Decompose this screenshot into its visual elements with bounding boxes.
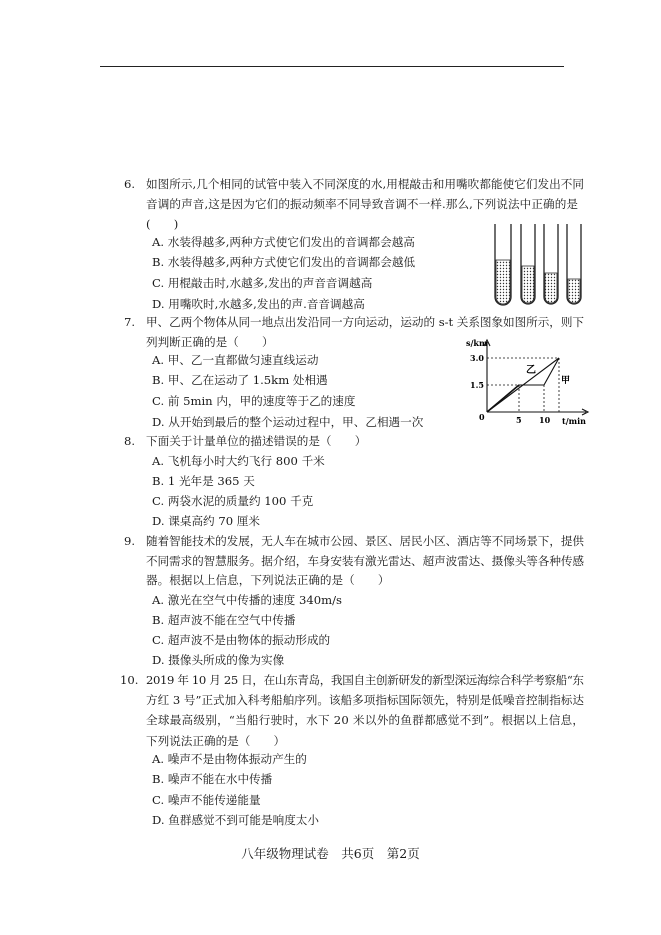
option-a: A. 水装得越多,两种方式使它们发出的音调都会越高 (152, 235, 415, 249)
y-tick-label: 3.0 (470, 353, 484, 363)
option-d: D. 用嘴吹时,水越多,发出的声.音音调越高 (152, 297, 365, 311)
option-b: B. 噪声不能在水中传播 (152, 772, 273, 786)
question-text: 列判断正确的是（ ） (146, 335, 274, 349)
option-c: C. 前 5min 内，甲的速度等于乙的速度 (152, 394, 356, 408)
option-a: A. 噪声不是由物体振动产生的 (152, 752, 307, 766)
option-b: B. 水装得越多,两种方式使它们发出的音调都会越低 (152, 255, 416, 269)
x-axis-label: t/min (562, 416, 586, 426)
question-text: 2019 年 10 月 25 日，在山东青岛，我国自主创新研发的新型深远海综合科学考察船“东 (146, 673, 584, 687)
option-b: B. 超声波不能在空气中传播 (152, 613, 296, 627)
question-number: 9. (124, 534, 136, 548)
series-label-jia: 甲 (561, 376, 571, 386)
st-graph (462, 338, 592, 426)
answer-blank: ( ) (146, 217, 179, 231)
y-tick-label: 1.5 (470, 380, 484, 390)
question-text: 全球最高级别，“当船行驶时，水下 20 米以外的鱼群都感觉不到”。根据以上信息， (146, 713, 585, 727)
option-c: C. 用棍敲击时,水越多,发出的声音音调越高 (152, 276, 373, 290)
option-c: C. 噪声不能传递能量 (152, 793, 261, 807)
header-rule (100, 66, 564, 67)
y-axis-label: s/km (466, 338, 488, 348)
question-number: 6. (124, 177, 136, 191)
option-d: D. 从开始到最后的整个运动过程中，甲、乙相遇一次 (152, 415, 424, 429)
x-tick-label: 5 (516, 415, 522, 425)
origin-label: 0 (479, 412, 485, 422)
option-a: A. 飞机每小时大约飞行 800 千米 (152, 454, 325, 468)
option-b: B. 1 光年是 365 天 (152, 474, 255, 488)
option-c: C. 两袋水泥的质量约 100 千克 (152, 494, 314, 508)
question-text: 音调的声音,这是因为它们的振动频率不同导致音调不一样.那么,下列说法中正确的是 (146, 197, 579, 211)
question-number: 7. (124, 315, 136, 329)
option-d: D. 鱼群感觉不到可能是响度太小 (152, 813, 319, 827)
series-label-yi: 乙 (526, 365, 536, 376)
test-tubes-figure (490, 222, 585, 312)
option-a: A. 甲、乙一直都做匀速直线运动 (152, 353, 319, 367)
question-text: 随着智能技术的发展，无人车在城市公园、景区、居民小区、酒店等不同场景下，提供 (146, 534, 584, 548)
option-a: A. 激光在空气中传播的速度 340m/s (152, 593, 342, 607)
question-number: 8. (124, 434, 136, 448)
question-text: 甲、乙两个物体从同一地点出发沿同一方向运动，运动的 s-t 关系图象如图所示，则下 (146, 315, 584, 329)
option-c: C. 超声波不是由物体的振动形成的 (152, 633, 331, 647)
question-text: 器。根据以上信息，下列说法正确的是（ ） (146, 573, 390, 587)
option-d: D. 课桌高约 70 厘米 (152, 514, 260, 528)
question-number: 10. (120, 673, 139, 687)
question-text: 下列说法正确的是（ ） (146, 734, 286, 748)
option-b: B. 甲、乙在运动了 1.5km 处相遇 (152, 373, 328, 387)
page-footer: 八年级物理试卷 共6页 第2页 (241, 846, 420, 861)
question-text: 方红 3 号”正式加入科考船舶序列。该船多项指标国际领先，特别是低噪音控制指标达 (146, 693, 584, 707)
question-text: 不同需求的智慧服务。据介绍，车身安装有激光雷达、超声波雷达、摄像头等各种传感 (146, 554, 584, 568)
option-d: D. 摄像头所成的像为实像 (152, 653, 285, 667)
question-text: 下面关于计量单位的描述错误的是（ ） (146, 434, 367, 448)
x-tick-label: 10 (539, 415, 551, 425)
question-text: 如图所示,几个相同的试管中装入不同深度的水,用棍敲击和用嘴吹都能使它们发出不同 (146, 177, 585, 191)
